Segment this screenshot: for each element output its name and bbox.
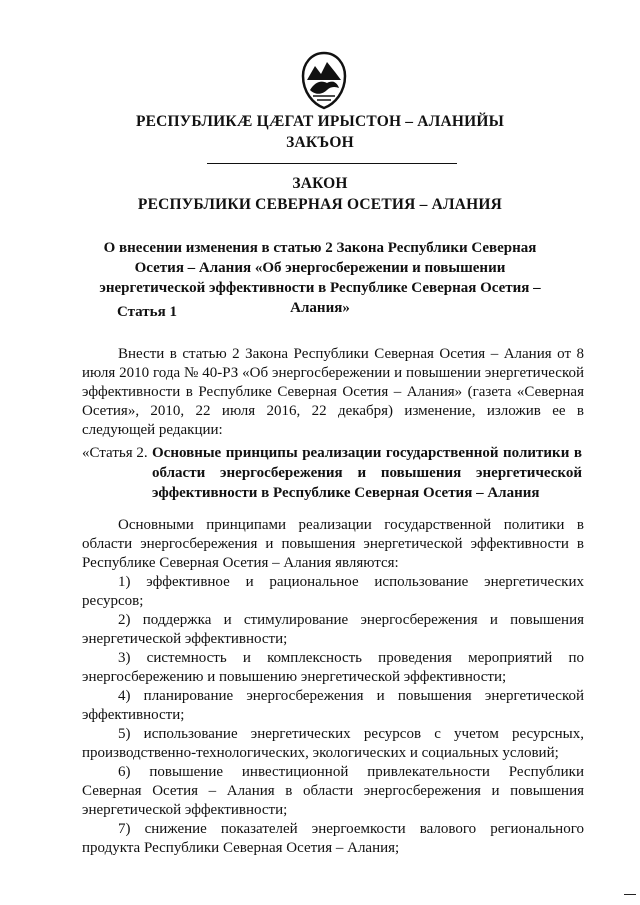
law-word-ossetian: ЗАКЪОН: [286, 134, 354, 151]
list-item: 7) снижение показателей энергоемкости валового регионального продукта Республики Северная Осетия – Алания;: [82, 821, 584, 856]
article-1-text-block: [82, 345, 584, 440]
list-item: 4) планирование энергосбережения и повышения энергетической эффективности;: [82, 688, 584, 723]
republic-name-russian: РЕСПУБЛИКИ СЕВЕРНАЯ ОСЕТИЯ – АЛАНИЯ: [137, 196, 503, 213]
article-2-heading: [82, 443, 584, 503]
list-item: 6) повышение инвестиционной привлекательности Республики Северная Осетия – Алания в области энергосбережения и повышения энергетической эффективности;: [82, 764, 584, 818]
header-divider: [207, 163, 457, 164]
list-item: 3) системность и комплексность проведения мероприятий по энергосбережению и повышению энергетической эффективности;: [82, 650, 584, 685]
article-2-label: «Статья 2.: [82, 445, 148, 461]
list-item: 5) использование энергетических ресурсов с учетом ресурсных, производственно-технологических, экологических и социальных условий;: [82, 726, 584, 761]
article-1-heading: Статья 1: [117, 304, 177, 320]
law-word-russian: ЗАКОН: [292, 175, 348, 192]
page-edge-mark: [624, 894, 636, 895]
article-2-title: Основные принципы реализации государственной политики в области энергосбережения и повышения энергетической эффективности в Республике Северная Осетия – Алания: [152, 445, 582, 501]
list-item: 2) поддержка и стимулирование энергосбережения и повышения энергетической эффективности;: [82, 612, 584, 647]
coat-of-arms-icon: [299, 50, 349, 110]
list-item: 1) эффективное и рациональное использование энергетических ресурсов;: [82, 574, 584, 609]
principles-intro: Основными принципами реализации государственной политики в области энергосбережения и повышения энергетической эффективности в Республике Северная Осетия – Алания являются:: [82, 517, 584, 571]
republic-name-ossetian: РЕСПУБЛИКӔ ЦӔГАТ ИРЫСТОН – АЛАНИЙЫ: [135, 113, 505, 130]
principles-list: [82, 516, 584, 858]
law-title: О внесении изменения в статью 2 Закона Республики Северная Осетия – Алания «Об энергосбережении и повышении энергетической эффективности в Республике Северная Осетия – Алания»: [99, 240, 541, 316]
article-1-text: Внести в статью 2 Закона Республики Северная Осетия – Алания от 8 июля 2010 года № 40-РЗ «Об энергосбережении и повышении энергетической эффективности в Республике Северная Осетия – Алания» (газета «Северная Осетия», 2010, 22 июля 2016, 22 декабря) изменение, изложив ее в следующей редакции:: [82, 346, 584, 438]
